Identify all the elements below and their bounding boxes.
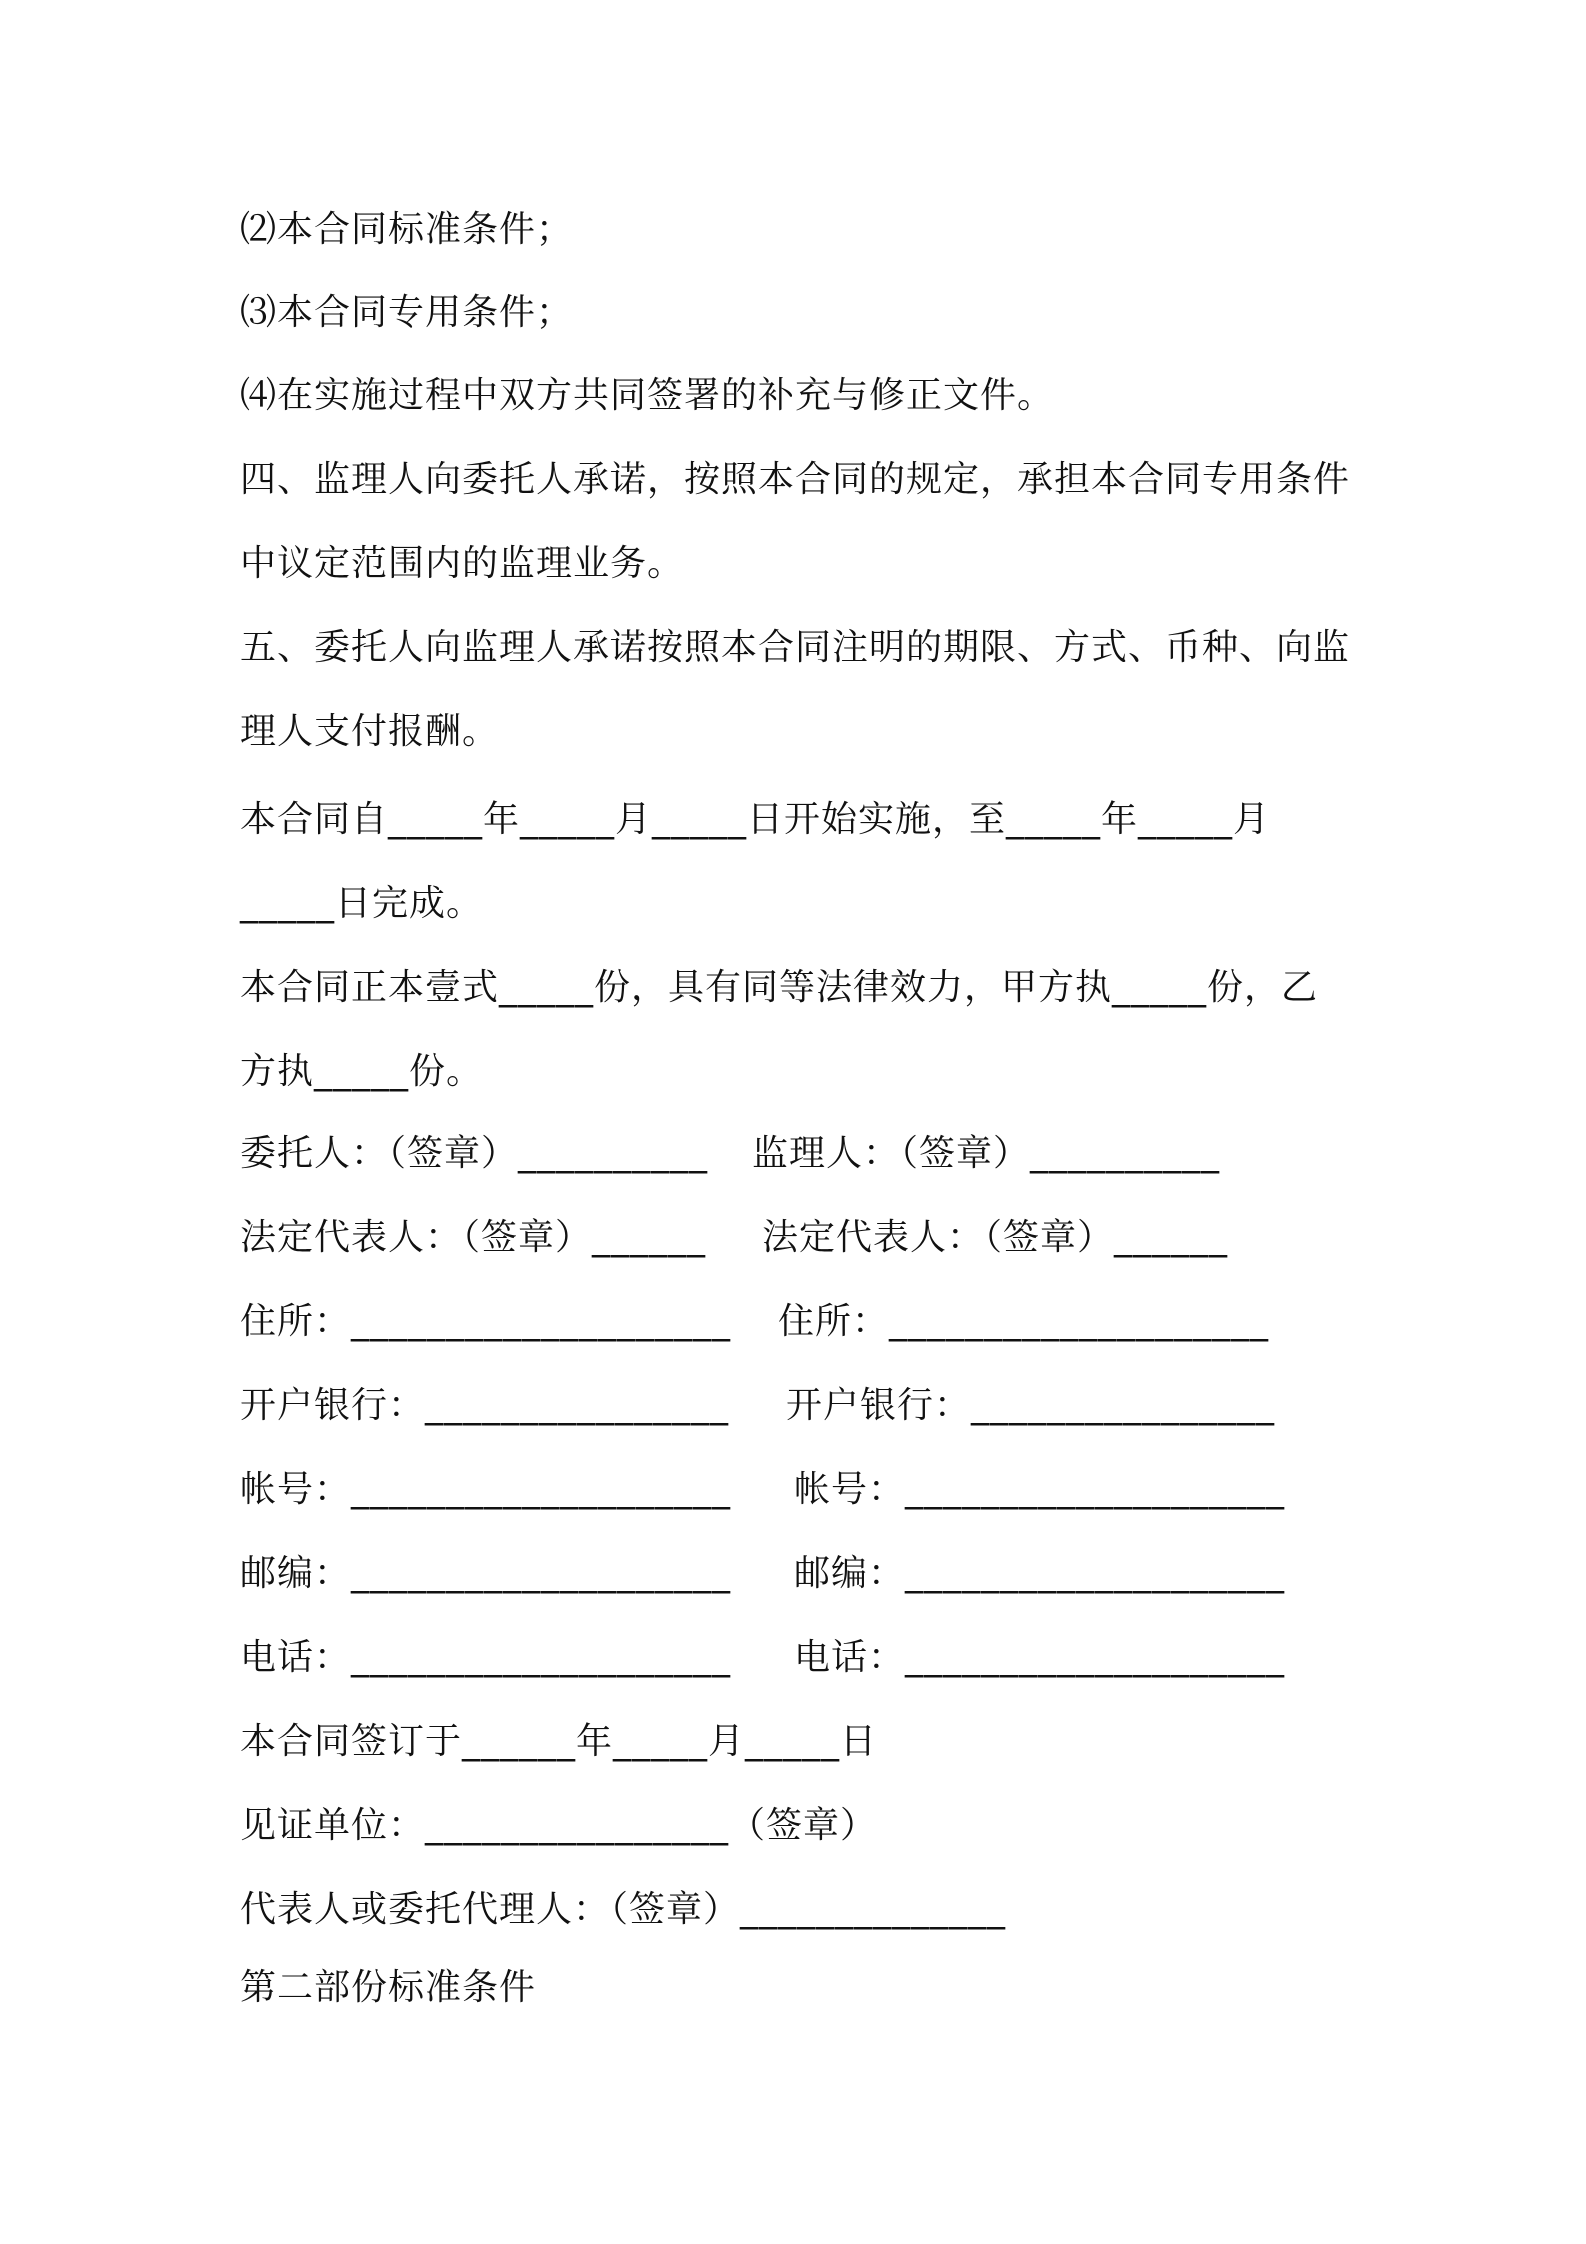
clause-line: 五、委托人向监理人承诺按照本合同注明的期限、方式、币种、向监 <box>240 627 1351 668</box>
section-heading: 第二部份标准条件 <box>240 1967 537 2008</box>
sign-left: 委托人：（签章）__________ <box>240 1133 709 1174</box>
sign-right: 监理人：（签章）__________ <box>752 1133 1221 1174</box>
sign-right: 住所：____________________ <box>778 1301 1270 1342</box>
copies-line: 本合同正本壹式_____份，具有同等法律效力，甲方执_____份，乙 <box>240 967 1319 1008</box>
sign-right: 法定代表人：（签章）______ <box>762 1217 1229 1258</box>
witness-line: 见证单位：________________（签章） <box>240 1805 878 1846</box>
sign-right: 开户银行：________________ <box>786 1385 1276 1426</box>
sign-left: 法定代表人：（签章）______ <box>240 1217 707 1258</box>
clause-line: 理人支付报酬。 <box>240 711 500 752</box>
clause-line: ⑵本合同标准条件； <box>240 209 574 250</box>
term-line: 本合同自_____年_____月_____日开始实施，至_____年_____月 <box>240 799 1271 840</box>
representative-line: 代表人或委托代理人：（签章）______________ <box>240 1889 1007 1930</box>
sign-left: 帐号：____________________ <box>240 1469 732 1510</box>
sign-right: 邮编：____________________ <box>794 1553 1286 1594</box>
sign-right: 电话：____________________ <box>794 1637 1286 1678</box>
copies-line: 方执_____份。 <box>240 1051 484 1092</box>
clause-line: ⑷在实施过程中双方共同签署的补充与修正文件。 <box>240 375 1055 416</box>
sign-left: 住所：____________________ <box>240 1301 732 1342</box>
clause-line: 四、监理人向委托人承诺，按照本合同的规定，承担本合同专用条件 <box>240 459 1351 500</box>
sign-left: 邮编：____________________ <box>240 1553 732 1594</box>
clause-line: 中议定范围内的监理业务。 <box>240 543 685 584</box>
sign-left: 电话：____________________ <box>240 1637 732 1678</box>
term-line: _____日完成。 <box>240 883 484 924</box>
sign-left: 开户银行：________________ <box>240 1385 730 1426</box>
sign-right: 帐号：____________________ <box>794 1469 1286 1510</box>
signed-date-line: 本合同签订于______年_____月_____日 <box>240 1721 878 1762</box>
clause-line: ⑶本合同专用条件； <box>240 292 574 333</box>
